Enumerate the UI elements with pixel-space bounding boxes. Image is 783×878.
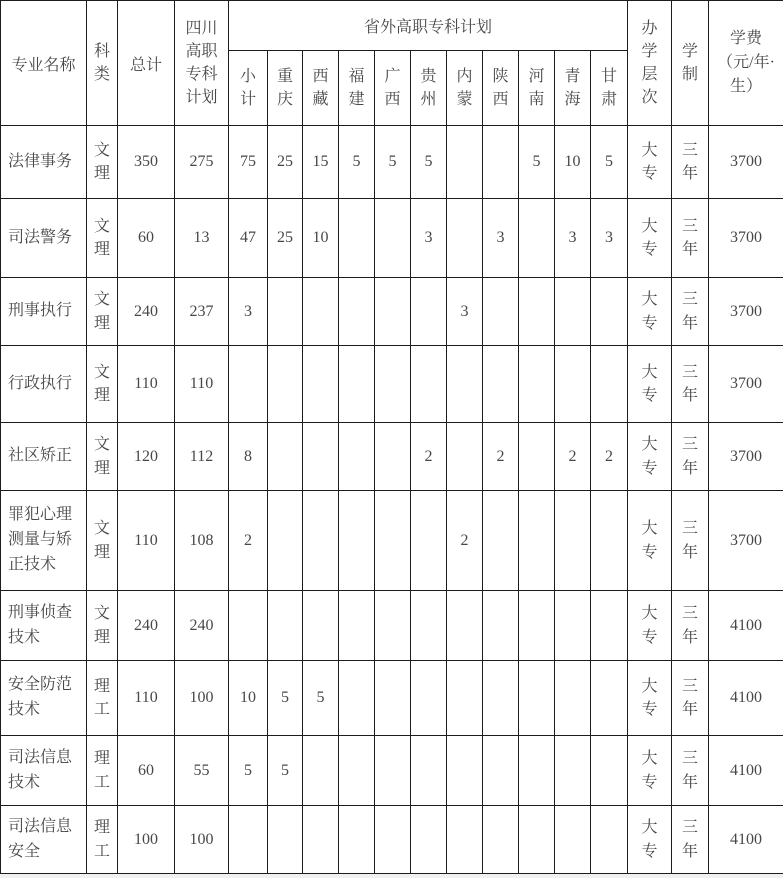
- table-row: [1, 278, 783, 346]
- col-header-total: 总计: [118, 1, 175, 126]
- cell-chongqing: [268, 278, 303, 346]
- cell-qinghai: [555, 491, 591, 591]
- cell-level: 大专: [628, 423, 672, 491]
- cell-guizhou: [411, 491, 447, 591]
- cell-duration: 三年: [672, 491, 709, 591]
- cell-duration: 三年: [672, 423, 709, 491]
- col-header-sichuan-plan: 四川高职专科计划: [175, 1, 229, 126]
- cell-xizang: [303, 736, 339, 806]
- cell-xizang: [303, 346, 339, 423]
- cell-guizhou: 5: [411, 126, 447, 199]
- cell-gansu: [591, 661, 628, 736]
- cell-level: 大专: [628, 736, 672, 806]
- cell-total: 110: [118, 491, 175, 591]
- cell-sichuan-plan: 100: [175, 661, 229, 736]
- col-header-qinghai: 青海: [555, 51, 591, 126]
- cell-neimeng: [447, 199, 483, 278]
- cell-henan: [519, 736, 555, 806]
- cell-total: 240: [118, 278, 175, 346]
- cell-sichuan-plan: 237: [175, 278, 229, 346]
- cell-sichuan-plan: 13: [175, 199, 229, 278]
- cell-guizhou: [411, 806, 447, 874]
- cell-subtotal: 8: [229, 423, 268, 491]
- cell-guizhou: 2: [411, 423, 447, 491]
- cell-tuition: 3700: [709, 423, 783, 491]
- cell-total: 60: [118, 736, 175, 806]
- cell-neimeng: [447, 806, 483, 874]
- cell-major: 司法警务: [1, 199, 87, 278]
- header-row-top: [1, 1, 783, 51]
- cell-gansu: [591, 346, 628, 423]
- cell-gansu: 3: [591, 199, 628, 278]
- cell-guangxi: [375, 346, 411, 423]
- cell-major: 行政执行: [1, 346, 87, 423]
- cell-category: 理工: [87, 736, 118, 806]
- cell-xizang: [303, 591, 339, 661]
- cell-neimeng: [447, 661, 483, 736]
- cell-duration: 三年: [672, 346, 709, 423]
- cell-chongqing: 25: [268, 126, 303, 199]
- cell-level: 大专: [628, 806, 672, 874]
- cell-duration: 三年: [672, 278, 709, 346]
- col-header-major: 专业名称: [1, 1, 87, 126]
- cell-qinghai: [555, 661, 591, 736]
- table-row: [1, 423, 783, 491]
- cell-guangxi: [375, 591, 411, 661]
- cell-category: 文理: [87, 278, 118, 346]
- cell-sichuan-plan: 100: [175, 806, 229, 874]
- cell-category: 理工: [87, 661, 118, 736]
- cell-guangxi: [375, 661, 411, 736]
- cell-guizhou: 3: [411, 199, 447, 278]
- cell-subtotal: 2: [229, 491, 268, 591]
- tuition-label: 学费: [710, 27, 782, 51]
- cell-fujian: 5: [339, 126, 375, 199]
- col-header-neimeng: 内蒙: [447, 51, 483, 126]
- cell-tuition: 3700: [709, 278, 783, 346]
- col-header-shaanxi: 陕西: [483, 51, 519, 126]
- cell-chongqing: [268, 346, 303, 423]
- col-header-duration: 学制: [672, 1, 709, 126]
- col-header-out-province-plan: 省外高职专科计划: [229, 1, 628, 51]
- cell-sichuan-plan: 108: [175, 491, 229, 591]
- cell-fujian: [339, 346, 375, 423]
- cell-level: 大专: [628, 278, 672, 346]
- cell-total: 60: [118, 199, 175, 278]
- cell-xizang: 5: [303, 661, 339, 736]
- cell-guizhou: [411, 736, 447, 806]
- cell-guangxi: [375, 199, 411, 278]
- cell-category: 文理: [87, 126, 118, 199]
- cell-henan: [519, 278, 555, 346]
- cell-subtotal: 47: [229, 199, 268, 278]
- cell-fujian: [339, 199, 375, 278]
- cell-subtotal: 75: [229, 126, 268, 199]
- cell-neimeng: [447, 126, 483, 199]
- cell-total: 110: [118, 661, 175, 736]
- cell-gansu: [591, 278, 628, 346]
- col-header-henan: 河南: [519, 51, 555, 126]
- cell-duration: 三年: [672, 661, 709, 736]
- col-header-fujian: 福建: [339, 51, 375, 126]
- cell-qinghai: [555, 591, 591, 661]
- cell-gansu: [591, 736, 628, 806]
- table-row: [1, 591, 783, 661]
- cell-major: 刑事执行: [1, 278, 87, 346]
- cell-xizang: [303, 278, 339, 346]
- cell-major: 社区矫正: [1, 423, 87, 491]
- cell-tuition: 4100: [709, 661, 783, 736]
- cell-guangxi: [375, 491, 411, 591]
- cell-duration: 三年: [672, 736, 709, 806]
- cell-tuition: 3700: [709, 346, 783, 423]
- cell-neimeng: [447, 591, 483, 661]
- col-header-gansu: 甘肃: [591, 51, 628, 126]
- table-row: [1, 199, 783, 278]
- col-header-tuition: [709, 1, 783, 126]
- table-row: [1, 661, 783, 736]
- cell-fujian: [339, 806, 375, 874]
- cell-tuition: 3700: [709, 491, 783, 591]
- cell-shaanxi: [483, 126, 519, 199]
- cell-henan: [519, 346, 555, 423]
- cell-xizang: 10: [303, 199, 339, 278]
- cell-subtotal: [229, 806, 268, 874]
- table-row: [1, 736, 783, 806]
- cell-gansu: 2: [591, 423, 628, 491]
- cell-henan: [519, 591, 555, 661]
- cell-shaanxi: [483, 806, 519, 874]
- cell-major: 法律事务: [1, 126, 87, 199]
- cell-shaanxi: [483, 278, 519, 346]
- cell-gansu: [591, 806, 628, 874]
- cell-subtotal: 10: [229, 661, 268, 736]
- cell-tuition: 3700: [709, 126, 783, 199]
- col-header-level: 办学层次: [628, 1, 672, 126]
- cell-qinghai: 10: [555, 126, 591, 199]
- cell-guangxi: [375, 423, 411, 491]
- cell-xizang: [303, 806, 339, 874]
- col-header-guangxi: 广西: [375, 51, 411, 126]
- cell-fujian: [339, 661, 375, 736]
- cell-chongqing: 5: [268, 736, 303, 806]
- cell-tuition: 4100: [709, 591, 783, 661]
- col-header-category: 科类: [87, 1, 118, 126]
- cell-tuition: 4100: [709, 736, 783, 806]
- cell-neimeng: [447, 736, 483, 806]
- cell-henan: [519, 199, 555, 278]
- cell-tuition: 3700: [709, 199, 783, 278]
- table-row: [1, 806, 783, 874]
- cell-level: 大专: [628, 126, 672, 199]
- cell-shaanxi: [483, 661, 519, 736]
- table-row: [1, 346, 783, 423]
- cell-henan: [519, 423, 555, 491]
- cell-level: 大专: [628, 199, 672, 278]
- cell-guangxi: 5: [375, 126, 411, 199]
- tuition-unit: （元/年·生）: [710, 51, 782, 99]
- cell-category: 文理: [87, 423, 118, 491]
- cell-tuition: 4100: [709, 806, 783, 874]
- cell-qinghai: [555, 806, 591, 874]
- page-bottom-margin: [0, 874, 783, 878]
- cell-neimeng: [447, 346, 483, 423]
- cell-guangxi: [375, 736, 411, 806]
- cell-subtotal: 5: [229, 736, 268, 806]
- cell-qinghai: 3: [555, 199, 591, 278]
- cell-henan: [519, 491, 555, 591]
- cell-shaanxi: [483, 346, 519, 423]
- cell-fujian: [339, 491, 375, 591]
- cell-total: 120: [118, 423, 175, 491]
- col-header-xizang: 西藏: [303, 51, 339, 126]
- cell-duration: 三年: [672, 126, 709, 199]
- cell-category: 理工: [87, 806, 118, 874]
- cell-category: 文理: [87, 591, 118, 661]
- cell-total: 110: [118, 346, 175, 423]
- cell-major: 司法信息技术: [1, 736, 87, 806]
- cell-sichuan-plan: 240: [175, 591, 229, 661]
- cell-total: 240: [118, 591, 175, 661]
- cell-xizang: [303, 491, 339, 591]
- cell-major: 罪犯心理测量与矫正技术: [1, 491, 87, 591]
- cell-fujian: [339, 423, 375, 491]
- cell-neimeng: 2: [447, 491, 483, 591]
- cell-shaanxi: [483, 591, 519, 661]
- cell-qinghai: [555, 346, 591, 423]
- cell-xizang: [303, 423, 339, 491]
- cell-sichuan-plan: 110: [175, 346, 229, 423]
- cell-category: 文理: [87, 491, 118, 591]
- cell-level: 大专: [628, 491, 672, 591]
- cell-gansu: 5: [591, 126, 628, 199]
- cell-guizhou: [411, 346, 447, 423]
- cell-shaanxi: 3: [483, 199, 519, 278]
- cell-level: 大专: [628, 661, 672, 736]
- cell-neimeng: 3: [447, 278, 483, 346]
- col-header-guizhou: 贵州: [411, 51, 447, 126]
- table-row: [1, 126, 783, 199]
- cell-henan: [519, 806, 555, 874]
- cell-level: 大专: [628, 346, 672, 423]
- cell-chongqing: [268, 491, 303, 591]
- cell-sichuan-plan: 112: [175, 423, 229, 491]
- cell-category: 文理: [87, 346, 118, 423]
- cell-chongqing: [268, 423, 303, 491]
- cell-gansu: [591, 591, 628, 661]
- cell-guizhou: [411, 661, 447, 736]
- cell-chongqing: [268, 591, 303, 661]
- col-header-subtotal: 小计: [229, 51, 268, 126]
- cell-qinghai: [555, 278, 591, 346]
- cell-xizang: 15: [303, 126, 339, 199]
- cell-subtotal: 3: [229, 278, 268, 346]
- cell-fujian: [339, 591, 375, 661]
- cell-duration: 三年: [672, 591, 709, 661]
- table-row: [1, 491, 783, 591]
- cell-major: 司法信息安全: [1, 806, 87, 874]
- cell-fujian: [339, 736, 375, 806]
- cell-qinghai: 2: [555, 423, 591, 491]
- cell-shaanxi: [483, 491, 519, 591]
- cell-major: 安全防范技术: [1, 661, 87, 736]
- cell-sichuan-plan: 55: [175, 736, 229, 806]
- cell-major: 刑事侦查技术: [1, 591, 87, 661]
- cell-qinghai: [555, 736, 591, 806]
- cell-guangxi: [375, 806, 411, 874]
- cell-duration: 三年: [672, 199, 709, 278]
- cell-duration: 三年: [672, 806, 709, 874]
- cell-total: 100: [118, 806, 175, 874]
- cell-total: 350: [118, 126, 175, 199]
- cell-level: 大专: [628, 591, 672, 661]
- cell-shaanxi: [483, 736, 519, 806]
- cell-gansu: [591, 491, 628, 591]
- cell-subtotal: [229, 346, 268, 423]
- cell-chongqing: [268, 806, 303, 874]
- cell-chongqing: 5: [268, 661, 303, 736]
- cell-guizhou: [411, 278, 447, 346]
- cell-chongqing: 25: [268, 199, 303, 278]
- cell-shaanxi: 2: [483, 423, 519, 491]
- col-header-chongqing: 重庆: [268, 51, 303, 126]
- cell-henan: [519, 661, 555, 736]
- cell-sichuan-plan: 275: [175, 126, 229, 199]
- cell-neimeng: [447, 423, 483, 491]
- cell-subtotal: [229, 591, 268, 661]
- cell-guangxi: [375, 278, 411, 346]
- cell-henan: 5: [519, 126, 555, 199]
- cell-guizhou: [411, 591, 447, 661]
- cell-category: 文理: [87, 199, 118, 278]
- cell-fujian: [339, 278, 375, 346]
